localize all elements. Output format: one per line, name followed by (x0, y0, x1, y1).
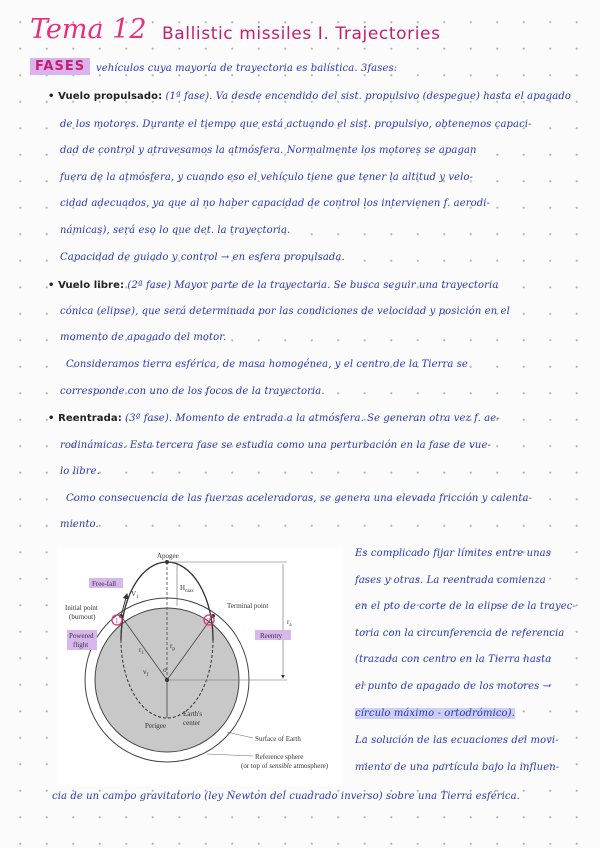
ra-label: $r_a$ (287, 618, 292, 628)
text-line: Capacidad de guiado y control → en esfera propulsada. (60, 252, 345, 263)
apogee-point (165, 560, 169, 564)
text-line: (1ª fase). Va desde encendido del sist. propulsivo (despegue) hasta el apagado (165, 91, 571, 102)
phase-mark-2-label: 2 (207, 617, 211, 625)
page-subtitle: Ballistic missiles I. Trajectories (162, 24, 441, 44)
text-line: Como consecuencia de las fuerzas aceleradoras, se genera una elevada fricción y calenta- (66, 493, 533, 504)
bullet-label: Vuelo propulsado: (58, 91, 163, 102)
vf-label: $v_f$ (143, 668, 149, 678)
intro-text: vehículos cuya mayoría de trayectoria es balística. 3fases: (96, 63, 398, 74)
apogee-label: Apogee (157, 552, 179, 560)
ref-sphere-label-2: (or top of sensible atmosphere) (241, 762, 329, 770)
text-line: momento de apagado del motor. (60, 332, 227, 343)
initial-point-label: Initial point (65, 604, 98, 612)
hmax-label: $H_{max}$ (180, 584, 194, 594)
earth-center-label-2: center (183, 719, 201, 727)
fases-label: FASES (30, 58, 90, 75)
side-text-line: miento de una partícula bajo la influen- (355, 762, 560, 773)
surface-leader (227, 732, 253, 738)
side-text-line (355, 708, 515, 719)
phase-mark-1-label: 1 (115, 617, 119, 625)
text-line: námicas), será eso lo que det. la trayectoria. (60, 225, 291, 236)
side-text-line: en el pto de corte de la elipse de la trayec- (355, 601, 576, 612)
bullet-label: Reentrada: (58, 413, 122, 424)
earth-center-point (165, 678, 169, 682)
side-text-line: toria con la circunferencia de referencia (355, 628, 565, 639)
r1-label: $r_1$ (139, 646, 144, 656)
reentry-label: Reentry (260, 632, 283, 640)
side-text-line: el punto de apagado de los motores → (355, 681, 552, 692)
text-line: rodinámicas. Esta tercera fase se estudia como una perturbación en la fase de vue- (60, 440, 491, 451)
rp-label: $r_p$ (170, 642, 175, 652)
bullet-reentrada: • Reentrada: (3ª fase). Momento de entrada a la atmósfera. Se generan otra vez f. ae- (48, 413, 500, 424)
side-text-line: Es complicado fijar límites entre unas (355, 548, 551, 559)
text-line: fuera de la atmósfera, y cuando eso el vehículo tiene que tener la altitud y velo- (60, 172, 474, 183)
side-text-line: fases y otras. La reentrada comienza (355, 575, 546, 586)
bullet-label: Vuelo libre: (58, 280, 125, 291)
surface-label: Surface of Earth (255, 735, 301, 743)
text-line: miento. (60, 519, 99, 530)
text-line: lo libre. (60, 466, 100, 477)
sigma-label: σ (163, 666, 167, 674)
highlighted-text: círculo máximo - ortodrómico). (355, 708, 515, 719)
text-line: dad de control y atravesamos la atmósfera. Normalmente los motores se apagan (60, 145, 477, 156)
earth-center-label-1: Earth's (183, 710, 203, 718)
side-text-line: La solución de las ecuaciones del movi- (355, 735, 559, 746)
text-line: de los motores. Durante el tiempo que está actuando el sist. propulsivo, obtenemos capaci- (60, 119, 532, 130)
text-line: cidad adecuados, ya que al no haber capacidad de control los intervienen f. aerodi- (60, 198, 491, 209)
perigee-label: Perigee (145, 722, 166, 730)
page-title: Tema 12 (30, 14, 147, 45)
burnout-label: (burnout) (69, 613, 96, 621)
v1-label: $V_1$ (131, 590, 139, 600)
ref-sphere-label-1: Reference sphere (255, 753, 304, 761)
free-fall-label: Free-fall (92, 580, 117, 588)
powered-label: Powered (69, 632, 94, 640)
ref-sphere-leader (207, 754, 253, 756)
trajectory-figure (57, 548, 343, 786)
trajectory-diagram (57, 548, 343, 786)
text-line: Consideramos tierra esférica, de masa homogénea, y el centro de la Tierra se (66, 359, 468, 370)
text-line: cónica (elipse), que será determinada por las condiciones de velocidad y posición en el (60, 306, 510, 317)
last-line: cia de un campo gravitatorio (ley Newton del cuadrado inverso) sobre una Tierra esférica. (52, 791, 520, 802)
text-line: corresponde con uno de los focos de la trayectoria. (60, 386, 325, 397)
text-line: (3ª fase). Momento de entrada a la atmósfera. Se generan otra vez f. ae- (125, 413, 500, 424)
text-line: (2ª fase) Mayor parte de la trayectoria. Se busca seguir una trayectoria (127, 280, 499, 291)
flight-label: flight (73, 641, 89, 649)
side-text-line: (trazada con centro en la Tierra hasta (355, 654, 552, 665)
terminal-point-label: Terminal point (227, 602, 269, 610)
bullet-propulsado: • Vuelo propulsado: (1ª fase). Va desde encendido del sist. propulsivo (despegue) hasta el apagado (48, 91, 571, 102)
bullet-vuelo-libre: • Vuelo libre: (2ª fase) Mayor parte de la trayectoria. Se busca seguir una trayectoria (48, 280, 499, 291)
